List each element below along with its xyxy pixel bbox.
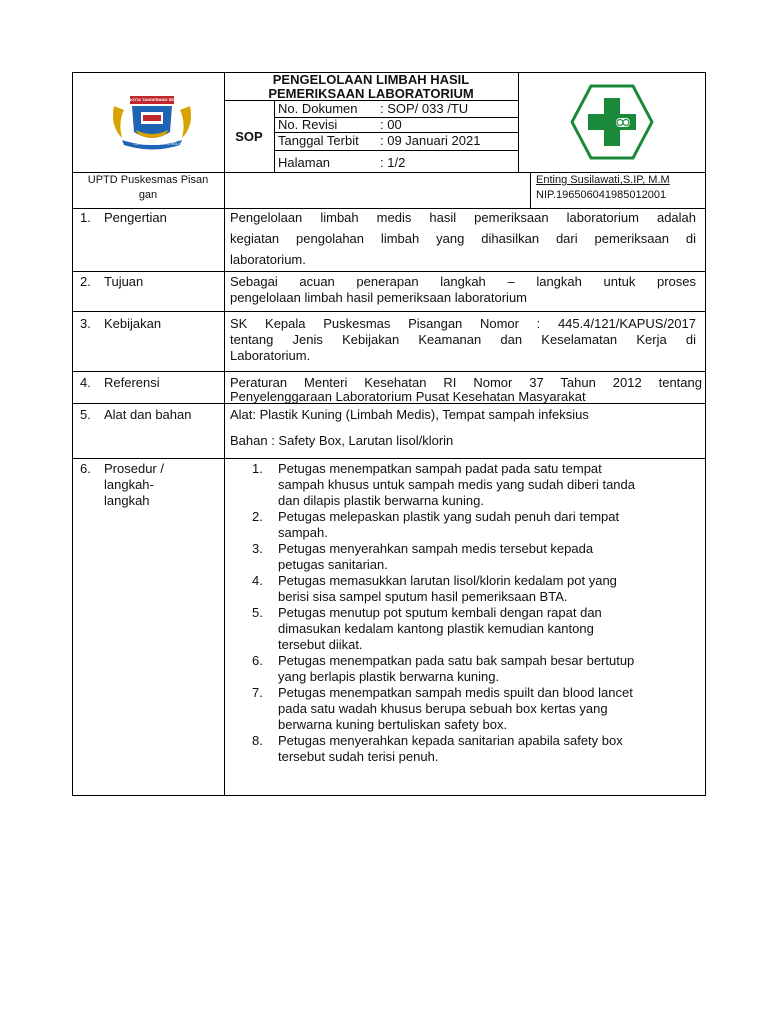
procedure-step-line: pada satu wadah khusus berupa sebuah box kertas yang [278, 701, 608, 716]
referensi-line: Penyelenggaraan Laboratorium Pusat Kesehatan Masyarakat [230, 389, 586, 404]
section-label-prosedur: Prosedur / [104, 461, 164, 476]
procedure-step-number: 6. [252, 653, 263, 668]
procedure-step-number: 2. [252, 509, 263, 524]
procedure-step-line: Petugas menyerahkan sampah medis tersebut kepada [278, 541, 594, 556]
section-number: 5. [80, 407, 91, 422]
procedure-step [226, 509, 702, 541]
meta-label-revisi: No. Revisi [278, 117, 338, 132]
procedure-step-number: 3. [252, 541, 263, 556]
row-rule-5 [72, 458, 706, 459]
procedure-step-line: sampah khusus untuk sampah medis yang sudah diberi tanda [278, 477, 635, 492]
meta-value-tanggal: : 09 Januari 2021 [380, 133, 481, 148]
procedure-step-line: tersebut diikat. [278, 637, 363, 652]
section-label-kebijakan: Kebijakan [104, 316, 162, 331]
meta-label-tanggal: Tanggal Terbit [278, 133, 359, 148]
section-label-alat-bahan: Alat dan bahan [104, 407, 192, 422]
procedure-step-line: sampah. [278, 525, 328, 540]
referensi-line: Peraturan Menteri Kesehatan RI Nomor 37 Tahun 2012 tentang [230, 375, 702, 390]
procedure-step-line: tersebut sudah terisi penuh. [278, 749, 439, 764]
document-title-line-1: PENGELOLAAN LIMBAH HASIL [272, 72, 470, 87]
sop-label: SOP [235, 129, 263, 144]
kebijakan-line: tentang Jenis Kebijakan Keamanan dan Keselamatan Kerja di [230, 332, 696, 347]
alat-line: Alat: Plastik Kuning (Limbah Medis), Tempat sampah infeksius [230, 407, 589, 422]
procedure-step-line: Petugas menyerahkan kepada sanitarian apabila safety box [278, 733, 623, 748]
pengertian-line: Pengelolaan limbah medis hasil pemeriksaan laboratorium adalah [230, 210, 696, 225]
procedure-step-line: petugas sanitarian. [278, 557, 388, 572]
section-number: 6. [80, 461, 91, 476]
section-number: 1. [80, 210, 91, 225]
section-label-pengertian: Pengertian [104, 210, 167, 225]
section-number: 3. [80, 316, 91, 331]
meta-label-halaman: Halaman [278, 155, 331, 170]
section-label-prosedur: langkah [104, 493, 150, 508]
signature-divider-left [224, 172, 225, 208]
procedure-step [226, 653, 702, 685]
header-divider-right [518, 72, 519, 172]
procedure-step [226, 541, 702, 573]
procedure-step-line: dan dilapis plastik berwarna kuning. [278, 493, 484, 508]
procedure-steps-list [226, 461, 702, 765]
kebijakan-line: Laboratorium. [230, 348, 311, 363]
meta-rule-3 [274, 150, 518, 151]
puskesmas-logo [570, 84, 654, 160]
kebijakan-line: SK Kepala Puskesmas Pisangan Nomor : 445.4/121/KAPUS/2017 [230, 316, 696, 331]
procedure-step-number: 4. [252, 573, 263, 588]
logo-caption-bottom: CERDAS MODERN RELIGIUS [134, 141, 190, 146]
procedure-step-number: 8. [252, 733, 263, 748]
tujuan-line: Sebagai acuan penerapan langkah – langkah untuk proses [230, 274, 696, 289]
procedure-step [226, 605, 702, 653]
procedure-step-line: Petugas menempatkan sampah medis spuilt dan blood lancet [278, 685, 633, 700]
signer-name: Enting Susilawati,S.IP, M.M [536, 174, 670, 186]
procedure-step-line: Petugas menempatkan pada satu bak sampah besar bertutup [278, 653, 635, 668]
procedure-step-number: 5. [252, 605, 263, 620]
meta-value-revisi: : 00 [380, 117, 402, 132]
section-label-prosedur: langkah- [104, 477, 154, 492]
pengertian-line: laboratorium. [230, 252, 306, 267]
body-column-divider [224, 208, 225, 796]
section-label-referensi: Referensi [104, 375, 160, 390]
sop-divider [274, 100, 275, 172]
procedure-step-number: 7. [252, 685, 263, 700]
procedure-step-line: yang berlapis plastik berwarna kuning. [278, 669, 500, 684]
meta-value-dokumen: : SOP/ 033 /TU [380, 101, 469, 116]
signature-divider-right [530, 172, 531, 208]
procedure-step [226, 685, 702, 733]
signature-bottom-rule [72, 208, 706, 209]
signer-nip: NIP.196506041985012001 [536, 189, 667, 201]
section-number: 2. [80, 274, 91, 289]
tujuan-line: pengelolaan limbah hasil pemeriksaan laboratorium [230, 290, 528, 305]
procedure-step-line: Petugas menempatkan sampah padat pada satu tempat [278, 461, 602, 476]
meta-value-halaman: : 1/2 [380, 155, 406, 170]
procedure-step-line: berisi sisa sampel sputum hasil pemeriksaan BTA. [278, 589, 568, 604]
row-rule-1 [72, 271, 706, 272]
bahan-line: Bahan : Safety Box, Larutan lisol/klorin [230, 433, 454, 448]
procedure-step-line: dimasukan kedalam kantong plastik kemudian kantong [278, 621, 594, 636]
logo-caption-top: KOTA TANGERANG SELATAN [130, 97, 187, 102]
procedure-step [226, 573, 702, 605]
procedure-step-line: Petugas melepaskan plastik yang sudah penuh dari tempat [278, 509, 620, 524]
org-name-line-1: UPTD Puskesmas Pisan [87, 174, 209, 186]
section-number: 4. [80, 375, 91, 390]
regional-emblem-logo [108, 92, 196, 152]
procedure-step [226, 733, 702, 765]
procedure-step-line: Petugas menutup pot sputum kembali dengan rapat dan [278, 605, 602, 620]
row-rule-3 [72, 371, 706, 372]
pengertian-line: kegiatan pengolahan limbah yang dihasilkan dari pemeriksaan di [230, 231, 696, 246]
procedure-step-line: Petugas memasukkan larutan lisol/klorin kedalam pot yang [278, 573, 617, 588]
procedure-step-line: berwarna kuning bertuliskan safety box. [278, 717, 508, 732]
section-label-tujuan: Tujuan [104, 274, 144, 289]
procedure-step [226, 461, 702, 509]
org-name-line-2: gan [138, 189, 158, 201]
procedure-step-number: 1. [252, 461, 263, 476]
meta-label-dokumen: No. Dokumen [278, 101, 358, 116]
row-rule-2 [72, 311, 706, 312]
document-title-line-2: PEMERIKSAAN LABORATORIUM [268, 86, 474, 101]
